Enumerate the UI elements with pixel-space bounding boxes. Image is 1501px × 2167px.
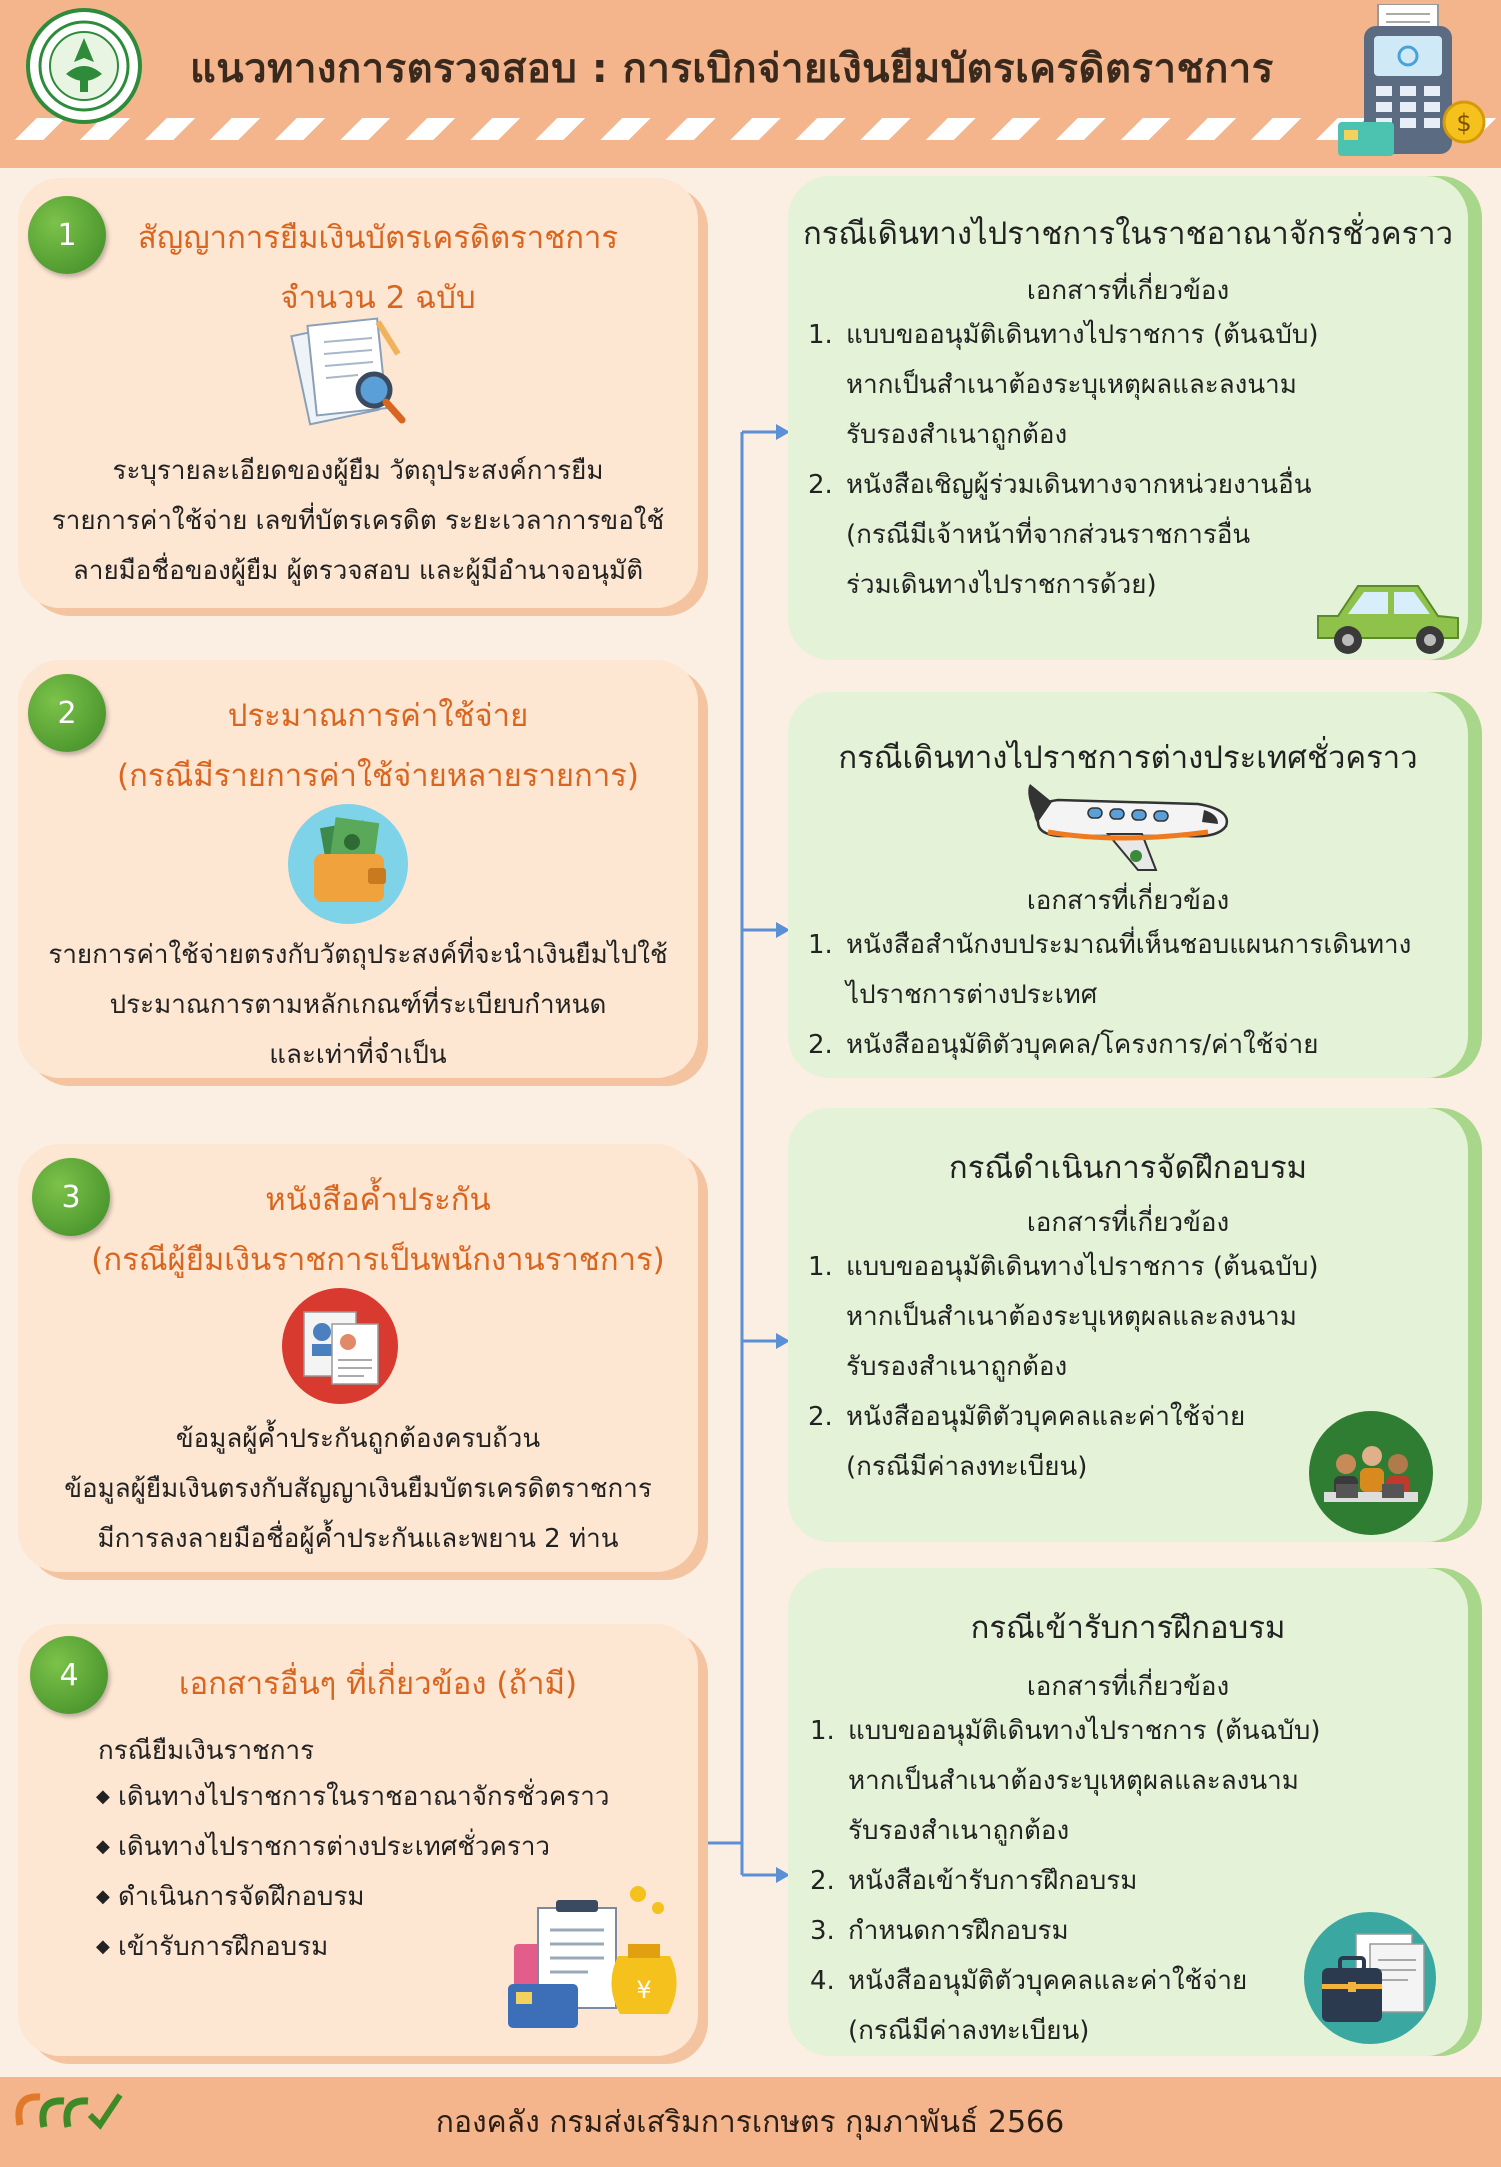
card-body <box>18 1414 698 1564</box>
body-line: ลายมือชื่อของผู้ยืม ผู้ตรวจสอบ และผู้มีอำนาจอนุมัติ <box>72 556 644 586</box>
card-subtitle: เอกสารที่เกี่ยวข้อง <box>1026 886 1230 916</box>
card-guarantee-letter <box>18 1144 698 1572</box>
card-body <box>18 930 698 1080</box>
body-line: รายการค่าใช้จ่าย เลขที่บัตรเครดิต ระยะเวลาการขอใช้ <box>51 506 665 536</box>
card-organize-training <box>788 1108 1468 1542</box>
keep-going-logo-icon <box>10 2085 140 2161</box>
svg-text:$: $ <box>1456 109 1472 137</box>
body-line: มีการลงลายมือชื่อผู้ค้ำประกันและพยาน 2 ท่าน <box>97 1524 619 1554</box>
card-title: กรณีเดินทางไปราชการต่างประเทศชั่วคราว <box>838 740 1418 776</box>
svg-text:¥: ¥ <box>636 1976 652 2004</box>
briefcase-documents-icon <box>1300 1908 1440 2048</box>
footer-bar <box>0 2077 1501 2167</box>
body-line: ระบุรายละเอียดของผู้ยืม วัตถุประสงค์การยืม <box>112 456 604 486</box>
list-item: 1. แบบขออนุมัติเดินทางไปราชการ (ต้นฉบับ) หากเป็นสำเนาต้องระบุเหตุผลและลงนาม รับรองสำเนาถูกต้อง <box>808 320 1319 450</box>
step-number-1: 1 <box>28 196 106 274</box>
card-body <box>18 446 698 596</box>
card-heading <box>98 208 658 328</box>
list-item: 2. หนังสือเชิญผู้ร่วมเดินทางจากหน่วยงานอื่น (กรณีมีเจ้าหน้าที่จากส่วนราชการอื่น ร่วมเดินทางไปราชการด้วย) <box>808 470 1312 600</box>
card-attend-training <box>788 1568 1468 2056</box>
document-magnifier-icon <box>288 314 428 434</box>
list-item: 1. หนังสือสำนักงบประมาณที่เห็นชอบแผนการเดินทาง ไปราชการต่างประเทศ <box>808 930 1412 1010</box>
wallet-money-icon <box>286 802 410 926</box>
card-heading <box>58 1170 698 1290</box>
document-list <box>810 1706 1321 2056</box>
list-item: ◆ เข้ารับการฝึกอบรม <box>96 1922 609 1972</box>
card-foreign-travel <box>788 692 1468 1078</box>
list-item: 2. หนังสือเข้ารับการฝึกอบรม <box>810 1866 1138 1896</box>
heading-line: (กรณีผู้ยืมเงินราชการเป็นพนักงานราชการ) <box>91 1242 665 1278</box>
body-line: ประมาณการตามหลักเกณฑ์ที่ระเบียบกำหนด <box>109 990 607 1020</box>
heading-line: สัญญาการยืมเงินบัตรเครดิตราชการ <box>137 220 619 256</box>
card-subtitle: เอกสารที่เกี่ยวข้อง <box>1026 1208 1230 1238</box>
diamond-bullet-icon: ◆ <box>96 1836 110 1857</box>
list-item: 1. แบบขออนุมัติเดินทางไปราชการ (ต้นฉบับ) หากเป็นสำเนาต้องระบุเหตุผลและลงนาม รับรองสำเนาถูกต้อง <box>808 1252 1319 1382</box>
car-icon <box>1308 566 1468 656</box>
card-loan-contract <box>18 178 698 608</box>
body-line: ข้อมูลผู้ค้ำประกันถูกต้องครบถ้วน <box>175 1424 541 1454</box>
card-subtitle: เอกสารที่เกี่ยวข้อง <box>1026 1672 1230 1702</box>
body-line: รายการค่าใช้จ่ายตรงกับวัตถุประสงค์ที่จะนำเงินยืมไปใช้ <box>48 940 668 970</box>
list-item: 1. แบบขออนุมัติเดินทางไปราชการ (ต้นฉบับ) หากเป็นสำเนาต้องระบุเหตุผลและลงนาม รับรองสำเนาถูกต้อง <box>810 1716 1321 1846</box>
card-subtitle: เอกสารที่เกี่ยวข้อง <box>1026 276 1230 306</box>
list-item: ◆ เดินทางไปราชการต่างประเทศชั่วคราว <box>96 1822 609 1872</box>
heading-line: (กรณีมีรายการค่าใช้จ่ายหลายรายการ) <box>117 758 639 794</box>
document-list <box>808 1242 1319 1492</box>
body-line: และเท่าที่จำเป็น <box>269 1040 447 1070</box>
card-title: กรณีดำเนินการจัดฝึกอบรม <box>948 1150 1308 1186</box>
list-item: 4. หนังสืออนุมัติตัวบุคคลและค่าใช้จ่าย (กรณีมีค่าลงทะเบียน) <box>810 1966 1248 2046</box>
list-item: ◆ เดินทางไปราชการในราชอาณาจักรชั่วคราว <box>96 1772 609 1822</box>
card-other-documents <box>18 1624 698 2056</box>
footer-text: กองคลัง กรมส่งเสริมการเกษตร กุมภาพันธ์ 2566 <box>435 2105 1065 2140</box>
list-item: ◆ ดำเนินการจัดฝึกอบรม <box>96 1872 609 1922</box>
document-list <box>808 310 1319 610</box>
card-heading: เอกสารอื่นๆ ที่เกี่ยวข้อง (ถ้ามี) <box>178 1666 578 1702</box>
list-item: 3. กำหนดการฝึกอบรม <box>810 1916 1069 1946</box>
card-title: กรณีเดินทางไปราชการในราชอาณาจักรชั่วคราว <box>802 216 1454 252</box>
page-title: แนวทางการตรวจสอบ : การเบิกจ่ายเงินยืมบัตรเครดิตราชการ <box>190 46 1274 92</box>
step-number-3: 3 <box>32 1158 110 1236</box>
heading-line: หนังสือค้ำประกัน <box>265 1182 491 1218</box>
card-title: กรณีเข้ารับการฝึกอบรม <box>970 1610 1286 1646</box>
profile-documents-icon <box>280 1286 400 1406</box>
card-domestic-travel <box>788 176 1468 660</box>
airplane-icon <box>1018 774 1238 874</box>
diamond-bullet-icon: ◆ <box>96 1886 110 1907</box>
step-number-2: 2 <box>28 674 106 752</box>
intro-text: กรณียืมเงินราชการ <box>98 1736 315 1766</box>
card-expense-estimate <box>18 660 698 1078</box>
list-item: 2. หนังสืออนุมัติตัวบุคคล/โครงการ/ค่าใช้จ่าย <box>808 1030 1319 1060</box>
card-heading <box>78 686 678 806</box>
list-item: 2. หนังสืออนุมัติตัวบุคคลและค่าใช้จ่าย (กรณีมีค่าลงทะเบียน) <box>808 1402 1246 1482</box>
heading-line: ประมาณการค่าใช้จ่าย <box>227 698 529 734</box>
diamond-bullet-icon: ◆ <box>96 1936 110 1957</box>
step-number-4: 4 <box>30 1636 108 1714</box>
body-line: ข้อมูลผู้ยืมเงินตรงกับสัญญาเงินยืมบัตรเครดิตราชการ <box>64 1474 652 1504</box>
documents-cards-money-icon <box>508 1874 688 2034</box>
heading-line: จำนวน 2 ฉบับ <box>280 280 476 316</box>
document-list <box>808 920 1411 1070</box>
training-people-icon <box>1306 1408 1436 1538</box>
diamond-bullet-icon: ◆ <box>96 1786 110 1807</box>
